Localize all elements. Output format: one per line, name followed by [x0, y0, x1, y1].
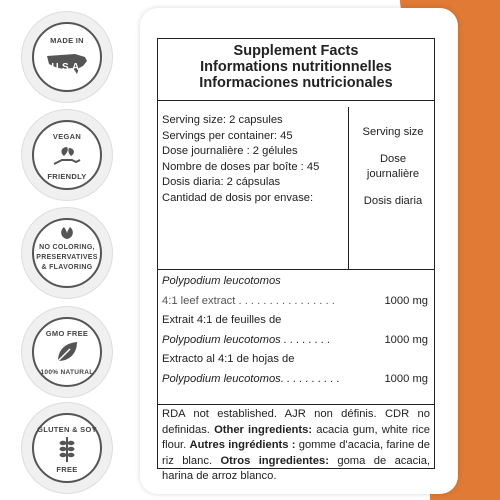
- column-divider: [348, 107, 349, 269]
- ingredient-line: Polypodium leucotomos: [162, 275, 281, 287]
- serving-line: Nombre de doses par boîte : 45: [162, 160, 320, 173]
- supplement-facts-table: [157, 38, 435, 482]
- ingredient-amount: 1000 mg: [384, 372, 428, 385]
- title-english: Supplement Facts: [233, 43, 359, 59]
- badge-line-1: NO COLORING,: [39, 244, 95, 251]
- badge-bottom-text: FRIENDLY: [47, 172, 87, 181]
- badge-bottom-text: FREE: [56, 465, 78, 474]
- ingredient-amount: 1000 mg: [384, 294, 428, 307]
- badge-main-text: U.S.A.: [51, 62, 83, 73]
- badge-top-text: MADE IN: [50, 36, 84, 45]
- serving-header-column: [352, 125, 434, 221]
- badge-gluten-soy-free: [22, 403, 112, 493]
- badge-top-text: GMO FREE: [45, 329, 89, 338]
- ingredient-line: Polypodium leucotomos . . . . . . . .: [162, 333, 331, 346]
- autres-ingredients-label: Autres ingrédients :: [189, 439, 296, 451]
- ingredient-amount: 1000 mg: [384, 333, 428, 346]
- ingredient-line: Extracto al 4:1 de hojas de: [162, 353, 295, 365]
- badge-made-in-usa: [22, 12, 112, 102]
- badge-top-text: GLUTEN & SOY: [37, 425, 97, 434]
- badge-vegan: [22, 110, 112, 200]
- badge-line-3: & FLAVORING: [41, 264, 93, 271]
- other-ingredients-value: acacia gum, white rice flour.: [162, 423, 431, 451]
- badge-no-coloring: [22, 208, 112, 298]
- title-french: Informations nutritionnelles: [200, 59, 392, 75]
- serving-line: Cantidad de dosis por envase:: [162, 191, 314, 204]
- facts-title: [158, 39, 434, 101]
- badge-line-2: PRESERVATIVES: [36, 254, 98, 261]
- ingredient-line: Extrait 4:1 de feuilles de: [162, 314, 282, 326]
- serving-info: [162, 113, 346, 206]
- serving-section: [158, 107, 434, 270]
- serving-line: Dose journalière : 2 gélules: [162, 145, 298, 157]
- serving-line: Serving size: 2 capsules: [162, 114, 283, 126]
- ingredient-line: 4:1 leef extract . . . . . . . . . . . . . . . .: [162, 294, 335, 307]
- otros-ingredientes-value: goma de acacia, harina de arroz blanco.: [162, 454, 431, 482]
- ingredient-row: [158, 331, 434, 351]
- rda-note: RDA not established. AJR non définis. CDR no definidas.: [162, 408, 430, 436]
- ingredient-section: [158, 270, 434, 405]
- ingredient-row: [158, 292, 434, 312]
- leaf-icon: [54, 339, 80, 365]
- autres-ingredients-value: gomme d'acacia, farine de riz blanc.: [162, 439, 430, 467]
- badge-gmo-free: [22, 307, 112, 397]
- footer-notes: [162, 407, 430, 485]
- dosis-diaria-header: Dosis diaria: [363, 195, 423, 207]
- ingredient-line: Polypodium leucotomos. . . . . . . . . .: [162, 372, 340, 385]
- serving-line: Servings per container: 45: [162, 129, 293, 142]
- badge-top-text: VEGAN: [52, 132, 82, 141]
- otros-ingredientes-label: Otros ingredientes:: [220, 454, 329, 467]
- hand-leaf-icon: [52, 144, 82, 168]
- wheat-icon: [56, 435, 78, 463]
- title-spanish: Informaciones nutricionales: [199, 75, 393, 91]
- serving-size-header: Serving size: [362, 126, 424, 138]
- leaves-icon: [55, 226, 79, 240]
- badge-bottom-text: 100% NATURAL: [40, 369, 94, 376]
- dose-journaliere-header: Dose journalière: [366, 153, 420, 180]
- ingredient-row: [158, 370, 434, 390]
- serving-line: Dosis diaria: 2 cápsulas: [162, 176, 281, 188]
- other-ingredients-label: Other ingredients:: [214, 423, 313, 436]
